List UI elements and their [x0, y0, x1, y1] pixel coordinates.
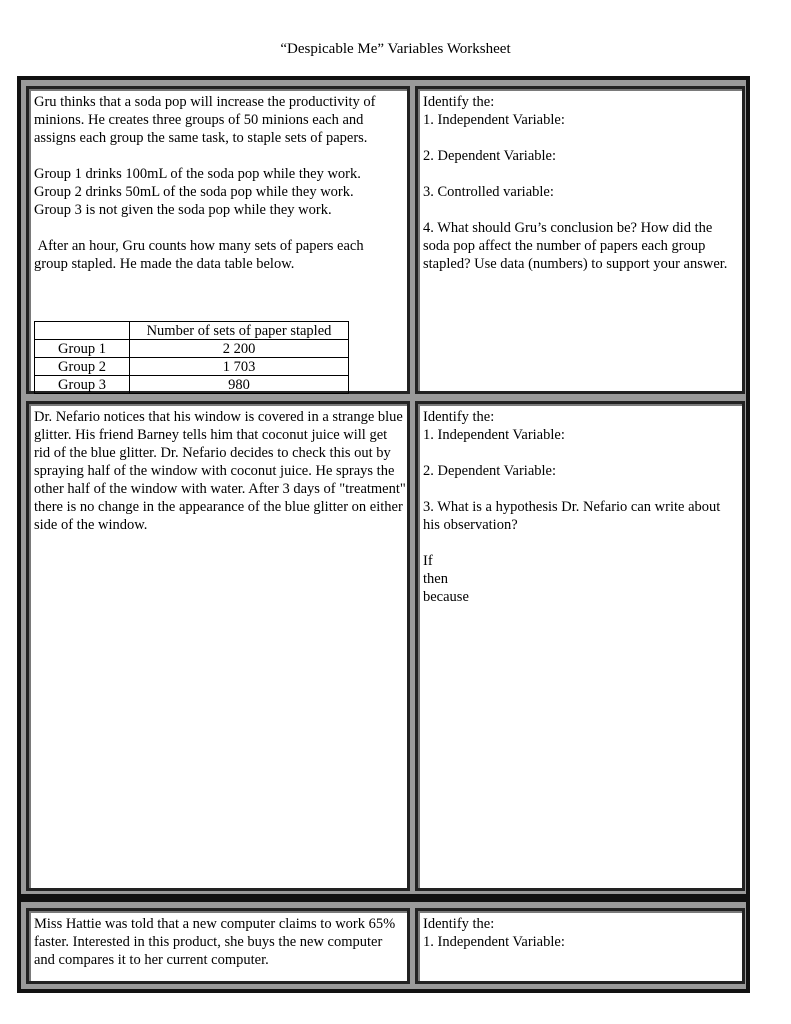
table-cell-group: Group 3 — [35, 376, 130, 394]
section3-scenario: Miss Hattie was told that a new computer claims to work 65% faster. Interested in this product, she buys the new computer and compares it to her current computer. — [34, 916, 396, 968]
table-header: Number of sets of paper stapled — [130, 322, 349, 340]
data-table — [34, 321, 349, 394]
section1-count-text: After an hour, Gru counts how many sets of papers each group stapled. He made the data table below. — [34, 238, 368, 272]
section1-q2: 2. Dependent Variable: — [423, 148, 557, 164]
table-cell-value: 980 — [130, 376, 349, 394]
table-cell-value: 1 703 — [130, 358, 349, 376]
hypothesis-then: then — [423, 571, 448, 587]
table-cell-value: 2 200 — [130, 340, 349, 358]
table-cell-group: Group 1 — [35, 340, 130, 358]
section2-questions-cell — [415, 401, 745, 891]
worksheet-frame-bottom — [17, 898, 750, 993]
section2-scenario: Dr. Nefario notices that his window is covered in a strange blue glitter. His friend Barney tells him that coconut juice will get rid of the blue glitter. Dr. Nefario decides to check this out by spraying half of the window with coconut juice. He sprays the other half of the window with water. After 3 days of "treatment" there is no change in the appearance of the blue glitter on either side of the window. — [34, 409, 406, 533]
table-row — [35, 358, 349, 376]
section1-questions-cell — [415, 86, 745, 394]
section1-scenario-cell — [26, 86, 410, 394]
hypothesis-if: If — [423, 553, 433, 569]
table-row — [35, 340, 349, 358]
section3-identify: Identify the: — [423, 916, 495, 932]
section3-questions-cell — [415, 908, 745, 984]
section1-group1-text: Group 1 drinks 100mL of the soda pop while they work. — [34, 166, 361, 182]
section2-q1: 1. Independent Variable: — [423, 427, 565, 443]
section1-identify: Identify the: — [423, 94, 495, 110]
section3-q1: 1. Independent Variable: — [423, 934, 565, 950]
section2-identify: Identify the: — [423, 409, 495, 425]
section2-q2: 2. Dependent Variable: — [423, 463, 557, 479]
table-header-blank — [35, 322, 130, 340]
section1-q3: 3. Controlled variable: — [423, 184, 554, 200]
section1-group2-text: Group 2 drinks 50mL of the soda pop while they work. — [34, 184, 354, 200]
section2-q3: 3. What is a hypothesis Dr. Nefario can write about his observation? — [423, 499, 721, 533]
section1-intro: Gru thinks that a soda pop will increase the productivity of minions. He creates three groups of 50 minions each and assigns each group the same task, to staple sets of papers. — [34, 94, 376, 146]
section1-q1: 1. Independent Variable: — [423, 112, 565, 128]
worksheet-frame-top — [17, 76, 750, 898]
worksheet-title: “Despicable Me” Variables Worksheet — [280, 41, 511, 57]
table-cell-group: Group 2 — [35, 358, 130, 376]
table-row — [35, 376, 349, 394]
section1-q4: 4. What should Gru’s conclusion be? How did the soda pop affect the number of papers each group stapled? Use data (numbers) to support your answer. — [423, 220, 728, 272]
section3-scenario-cell — [26, 908, 410, 984]
section2-scenario-cell — [26, 401, 410, 891]
table-header-row — [35, 322, 349, 340]
hypothesis-because: because — [423, 589, 469, 605]
section1-group3-text: Group 3 is not given the soda pop while they work. — [34, 202, 332, 218]
